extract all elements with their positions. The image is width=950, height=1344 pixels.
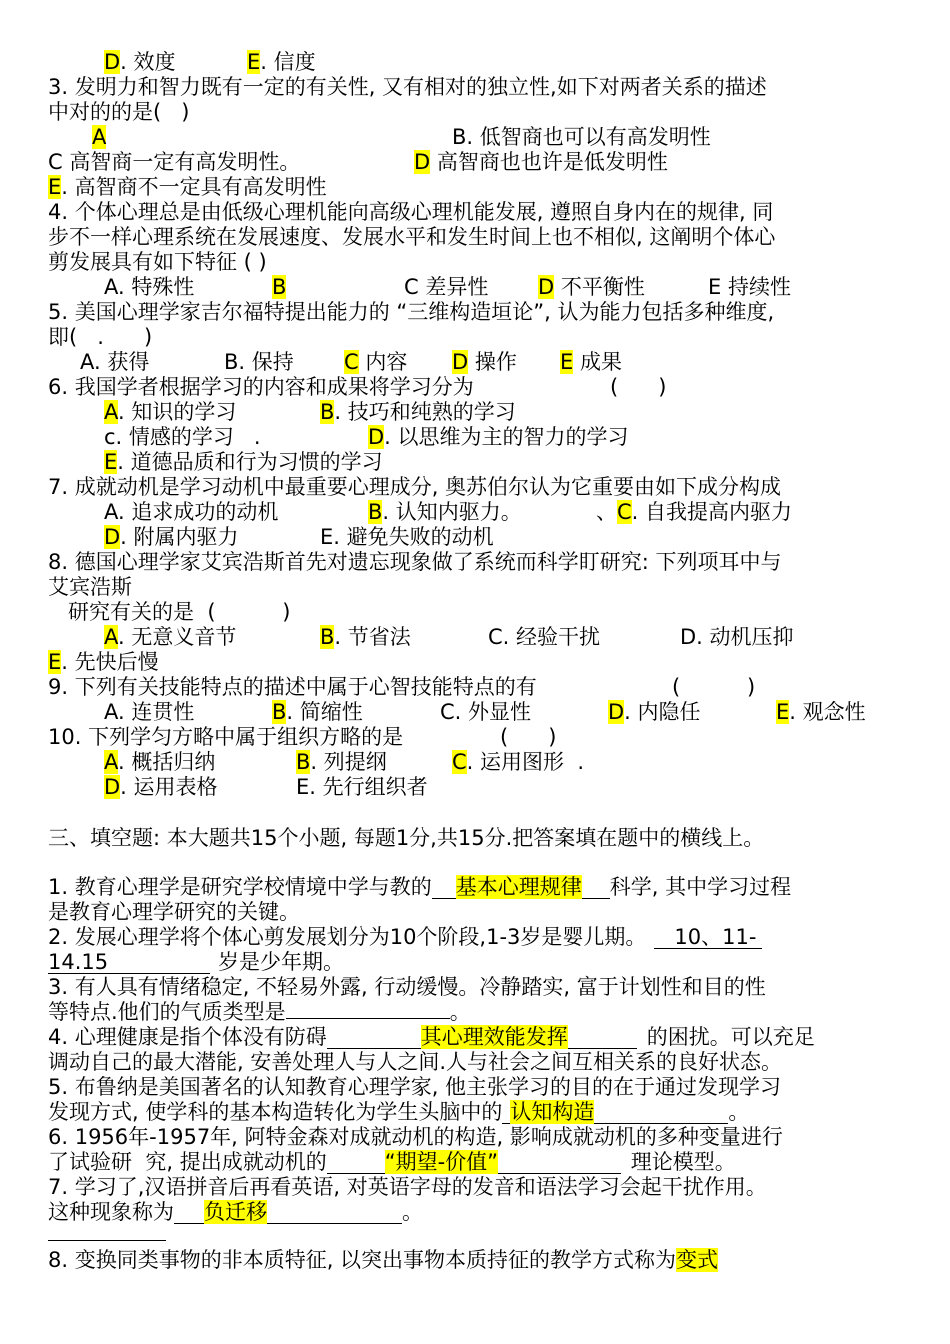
q9-stem: 9. 下列有关技能特点的描述中属于心智技能特点的有 — [48, 675, 537, 699]
fill-7-line2 — [48, 1200, 423, 1225]
fill-3-text: 等特点.他们的气质类型是 — [48, 1000, 286, 1024]
option-e-text: . 道德品质和行为习惯的学习 — [117, 450, 383, 474]
q4-option-e: E 持续性 — [708, 275, 791, 299]
fill-7-answer: 负迁移 — [204, 1200, 267, 1224]
q4-stem-line3: 剪发展具有如下特征 ( ) — [48, 250, 267, 274]
q10-option-a — [104, 750, 215, 775]
fill-2-line2 — [48, 950, 344, 975]
q8-stem-line2: 艾宾浩斯 — [48, 575, 132, 599]
fill-6-line1: 6. 1956年-1957年, 阿特金森对成就动机的构造, 影响成就动机的多种变量进行 — [48, 1125, 783, 1149]
option-d-text: . 运用表格 — [120, 775, 218, 799]
fill-2-text: 2. 发展心理学将个体心剪发展划分为10个阶段,1-3岁是婴儿期。 — [48, 925, 647, 949]
fill-3-answer-blank — [286, 1018, 450, 1019]
q5-stem-line1: 5. 美国心理学家吉尔福特提出能力的 “三维构造垣论”, 认为能力包括多种维度, — [48, 300, 775, 324]
section-3-title: 三、填空题: 本大题共15个小题, 每题1分,共15分.把答案填在题中的横线上。 — [48, 826, 765, 850]
q9-option-c: C. 外显性 — [440, 700, 532, 724]
fill-4-answer-blank — [327, 1026, 637, 1049]
q7-option-c — [596, 500, 792, 525]
option-d-letter: D — [414, 150, 431, 174]
option-b-letter: B — [272, 700, 287, 724]
fill-8-answer: 变式 — [676, 1248, 719, 1272]
option-b-text: . 列提纲 — [310, 750, 387, 774]
fill-4-text: 4. 心理健康是指个体没有防碍 — [48, 1025, 327, 1049]
fill-6-line2 — [48, 1150, 736, 1175]
q9-option-e — [776, 700, 866, 725]
q4-option-b — [272, 275, 286, 300]
fill-2-answer-part1: 10、11- — [654, 926, 762, 949]
fill-1-answer: 基本心理规律 — [455, 875, 582, 899]
q3-stem-line1: 3. 发明力和智力既有一定的有关性, 又有相对的独立性,如下对两者关系的描述 — [48, 75, 767, 99]
q7-option-a: A. 追求成功的动机 — [104, 500, 279, 524]
q5-option-a: A. 获得 — [80, 350, 150, 374]
q2-options-de — [104, 50, 176, 75]
q6-stem: 6. 我国学者根据学习的内容和成果将学习分为 — [48, 375, 474, 399]
fill-3-line2 — [48, 1000, 471, 1025]
option-e-letter: E — [247, 50, 261, 74]
fill-1-answer-blank — [432, 876, 610, 899]
fill-5-period: 。 — [728, 1100, 750, 1124]
fill-1-text: 1. 教育心理学是研究学校情境中学与教的 — [48, 875, 432, 899]
option-c-text: . 自我提高内驱力 — [631, 500, 793, 524]
fill-6-text-cont: 理论模型。 — [630, 1150, 736, 1174]
q8-option-a — [104, 625, 236, 650]
q3-option-e — [48, 175, 327, 200]
q7-option-e: E. 避免失败的动机 — [320, 525, 494, 549]
option-d-text: . 以思维为主的智力的学习 — [384, 425, 629, 449]
fill-6-answer-blank — [327, 1151, 621, 1174]
fill-8-line1 — [48, 1248, 718, 1273]
fill-3-line1: 3. 有人具有情绪稳定, 不轻易外露, 行动缓慢。冷静踏实, 富于计划性和目的性 — [48, 975, 766, 999]
option-e-text: 成果 — [573, 350, 622, 374]
q6-option-c: c. 情感的学习 . — [104, 425, 261, 449]
option-a-letter: A — [104, 400, 118, 424]
fill-5-line1: 5. 布鲁纳是美国著名的认知教育心理学家, 他主张学习的目的在于通过发现学习 — [48, 1075, 782, 1099]
fill-5-answer-blank — [502, 1101, 728, 1124]
option-c-letter: C — [617, 500, 632, 524]
q9-option-a: A. 连贯性 — [104, 700, 195, 724]
q5-option-b: B. 保持 — [224, 350, 294, 374]
option-b-text: . 简缩性 — [286, 700, 363, 724]
option-d-text: . 内隐任 — [624, 700, 701, 724]
q9-option-d — [608, 700, 701, 725]
option-b-letter: B — [296, 750, 311, 774]
option-e-text: . 观念性 — [789, 700, 866, 724]
option-e-letter: E — [560, 350, 574, 374]
q3-stem-line2: 中对的的是( ) — [48, 100, 190, 124]
fill-1-text-cont: 科学, 其中学习过程 — [609, 875, 792, 899]
fill-6-answer: “期望-价值” — [384, 1150, 499, 1174]
option-d-text: 高智商也也许是低发明性 — [430, 150, 668, 174]
q6-option-d — [368, 425, 629, 450]
option-e-text: . 先快后慢 — [61, 650, 159, 674]
q10-option-b — [296, 750, 387, 775]
q4-option-d — [538, 275, 645, 300]
fill-2-line1 — [48, 925, 762, 950]
q5-option-e — [560, 350, 622, 375]
q9-option-b — [272, 700, 363, 725]
option-e-letter: E — [48, 650, 62, 674]
option-d-text: 操作 — [468, 350, 517, 374]
option-c-letter: C — [344, 350, 359, 374]
option-b-letter: B — [272, 275, 287, 299]
option-d-text: . 效度 — [120, 50, 176, 74]
q10-option-c — [452, 750, 584, 775]
option-c-prefix: 、 — [596, 500, 617, 524]
q3-option-d — [414, 150, 668, 175]
option-d-letter: D — [104, 50, 121, 74]
fill-2-text-cont: 岁是少年期。 — [218, 950, 344, 974]
fill-3-period: 。 — [449, 1000, 471, 1024]
q4-option-c: C 差异性 — [404, 275, 489, 299]
option-e-letter: E — [48, 175, 62, 199]
option-b-text: . 技巧和纯熟的学习 — [334, 400, 516, 424]
option-d-text: . 附属内驱力 — [120, 525, 239, 549]
option-d-letter: D — [452, 350, 469, 374]
fill-8-text: 8. 变换同类事物的非本质特征, 以突出事物本质持征的教学方式称为 — [48, 1248, 677, 1272]
q4-option-a: A. 特殊性 — [104, 275, 195, 299]
q6-option-e — [104, 450, 383, 475]
fill-7-overflow-blank — [48, 1240, 166, 1241]
option-d-letter: D — [104, 525, 121, 549]
fill-4-line1 — [48, 1025, 815, 1050]
option-c-text: . 运用图形 . — [466, 750, 585, 774]
option-b-letter: B — [368, 500, 383, 524]
option-e-letter: E — [776, 700, 790, 724]
q10-answer-paren: ( ) — [500, 725, 557, 749]
fill-4-text-cont: 的困扰。可以充足 — [646, 1025, 815, 1049]
fill-5-line2 — [48, 1100, 749, 1125]
q10-stem: 10. 下列学匀方略中属于组织方略的是 — [48, 725, 404, 749]
option-e-text: . 信度 — [260, 50, 316, 74]
q5-stem-line2: 即( . ) — [48, 325, 153, 349]
q8-option-c: C. 经验干扰 — [488, 625, 601, 649]
option-c-letter: C — [452, 750, 467, 774]
fill-5-text: 发现方式, 使学科的基本构造转化为学生头脑中的 — [48, 1100, 503, 1124]
option-a-letter: A — [104, 625, 118, 649]
option-d-letter: D — [538, 275, 555, 299]
option-a-letter: A — [104, 750, 118, 774]
q6-answer-paren: ( ) — [610, 375, 667, 399]
q7-stem: 7. 成就动机是学习动机中最重要心理成分, 奥苏伯尔认为它重要由如下成分构成 — [48, 475, 782, 499]
q8-stem-line1: 8. 德国心理学家艾宾浩斯首先对遗忘现象做了系统而科学盯研究: 下列项耳中与 — [48, 550, 782, 574]
option-c-text: 内容 — [358, 350, 408, 374]
fill-7-period: 。 — [402, 1200, 423, 1224]
q7-option-b — [368, 500, 522, 525]
option-e-letter: E — [104, 450, 118, 474]
option-b-letter: B — [320, 400, 335, 424]
fill-4-line2: 调动自己的最大潜能, 安善处理人与人之间.人与社会之间互相关系的良好状态。 — [48, 1050, 783, 1074]
q2-option-e — [247, 50, 316, 75]
option-b-text: . 认知内驱力。 — [382, 500, 522, 524]
fill-7-text: 这种现象称为 — [48, 1200, 174, 1224]
q8-stem-line3: 研究有关的是 ( ) — [68, 600, 291, 624]
option-b-letter: B — [320, 625, 335, 649]
option-a-text: . 无意义音节 — [118, 625, 237, 649]
fill-6-text: 了试验研 究, 提出成就动机的 — [48, 1150, 327, 1174]
option-b-text: . 节省法 — [334, 625, 411, 649]
q9-answer-paren: ( ) — [672, 675, 756, 699]
q8-option-b — [320, 625, 411, 650]
q6-option-b — [320, 400, 516, 425]
option-d-letter: D — [368, 425, 385, 449]
q10-option-d — [104, 775, 218, 800]
fill-1-line2: 是教育心理学研究的关键。 — [48, 900, 300, 924]
option-a-text: . 知识的学习 — [118, 400, 237, 424]
q7-option-d — [104, 525, 239, 550]
option-a-letter: A — [92, 125, 107, 149]
fill-4-answer: 其心理效能发挥 — [420, 1025, 568, 1049]
fill-7-answer-blank — [174, 1201, 402, 1224]
option-e-text: . 高智商不一定具有高发明性 — [61, 175, 327, 199]
fill-1-line1 — [48, 875, 791, 900]
q5-option-c — [344, 350, 407, 375]
fill-5-answer: 认知构造 — [510, 1100, 595, 1124]
option-d-letter: D — [608, 700, 625, 724]
q4-stem-line2: 步不一样心理系统在发展速度、发展水平和发生时间上也不相似, 这阐明个体心 — [48, 225, 776, 249]
q8-option-d: D. 动机压抑 — [680, 625, 794, 649]
q3-option-c: C 高智商一定有高发明性。 — [48, 150, 301, 174]
option-d-text: 不平衡性 — [554, 275, 645, 299]
q6-option-a — [104, 400, 236, 425]
q4-stem-line1: 4. 个体心理总是由低级心理机能向高级心理机能发展, 遵照自身内在的规律, 同 — [48, 200, 774, 224]
q3-option-b: B. 低智商也可以有高发明性 — [452, 125, 711, 149]
option-a-text: . 概括归纳 — [118, 750, 216, 774]
option-d-letter: D — [104, 775, 121, 799]
q3-option-a — [92, 125, 106, 150]
q10-option-e: E. 先行组织者 — [296, 775, 428, 799]
fill-7-line1: 7. 学习了,汉语拼音后再看英语, 对英语字母的发音和语法学习会起干扰作用。 — [48, 1175, 767, 1199]
fill-2-answer-part2: 14.15 — [48, 951, 210, 974]
q8-option-e — [48, 650, 159, 675]
q5-option-d — [452, 350, 517, 375]
